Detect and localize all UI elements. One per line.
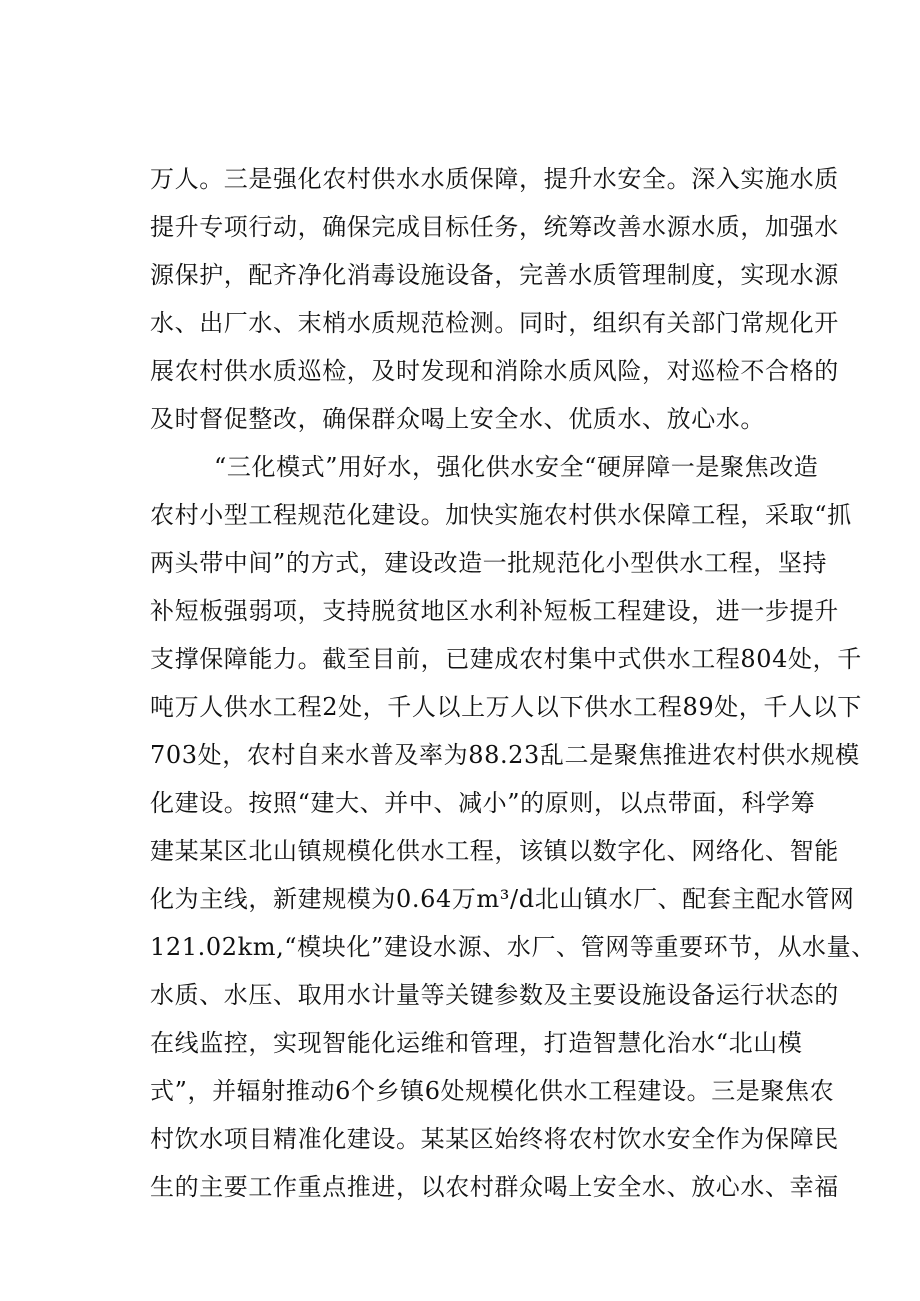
text-line: 两头带中间”的方式，建设改造一批规范化小型供水工程，坚持 (150, 549, 828, 577)
text-line: 建某某区北山镇规模化供水工程，该镇以数字化、网络化、智能 (150, 837, 839, 865)
text-line: 水质、水压、取用水计量等关键参数及主要设施设备运行状态的 (150, 981, 839, 1009)
text-line: 121.02km,“模块化”建设水源、水厂、管网等重要环节，从水量、 (150, 933, 876, 961)
text-line: 提升专项行动，确保完成目标任务，统筹改善水源水质，加强水 (150, 213, 839, 241)
text-line: 水、出厂水、末梢水质规范检测。同时，组织有关部门常规化开 (150, 309, 839, 337)
text-line: 化为主线，新建规模为0.64万m³/d北山镇水厂、配套主配水管网 (150, 885, 855, 913)
text-line: 式”，并辐射推动6个乡镇6处规模化供水工程建设。三是聚焦农 (150, 1077, 835, 1105)
text-line: 万人。三是强化农村供水水质保障，提升水安全。深入实施水质 (150, 165, 839, 193)
paragraph-first-line: “三化模式”用好水，强化供水安全“硬屏障一是聚焦改造 (214, 453, 819, 481)
text-line: 吨万人供水工程2处，千人以上万人以下供水工程89处，千人以下 (150, 693, 862, 721)
text-line: 支撑保障能力。截至目前，已建成农村集中式供水工程804处，千 (150, 645, 862, 673)
text-line: 化建设。按照“建大、并中、减小”的原则，以点带面，科学筹 (150, 789, 816, 817)
text-line: 农村小型工程规范化建设。加快实施农村供水保障工程，采取“抓 (150, 501, 852, 529)
text-line: 源保护，配齐净化消毒设施设备，完善水质管理制度，实现水源 (150, 261, 839, 289)
text-line: 703处，农村自来水普及率为88.23乱二是聚焦推进农村供水规模 (150, 741, 860, 769)
text-line: 补短板强弱项，支持脱贫地区水利补短板工程建设，进一步提升 (150, 597, 839, 625)
text-line: 在线监控，实现智能化运维和管理，打造智慧化治水“北山模 (150, 1029, 803, 1057)
text-line: 及时督促整改，确保群众喝上安全水、优质水、放心水。 (150, 405, 765, 433)
text-line: 生的主要工作重点推进，以农村群众喝上安全水、放心水、幸福 (150, 1173, 839, 1201)
text-line: 村饮水项目精准化建设。某某区始终将农村饮水安全作为保障民 (150, 1125, 839, 1153)
text-line: 展农村供水质巡检，及时发现和消除水质风险，对巡检不合格的 (150, 357, 839, 385)
